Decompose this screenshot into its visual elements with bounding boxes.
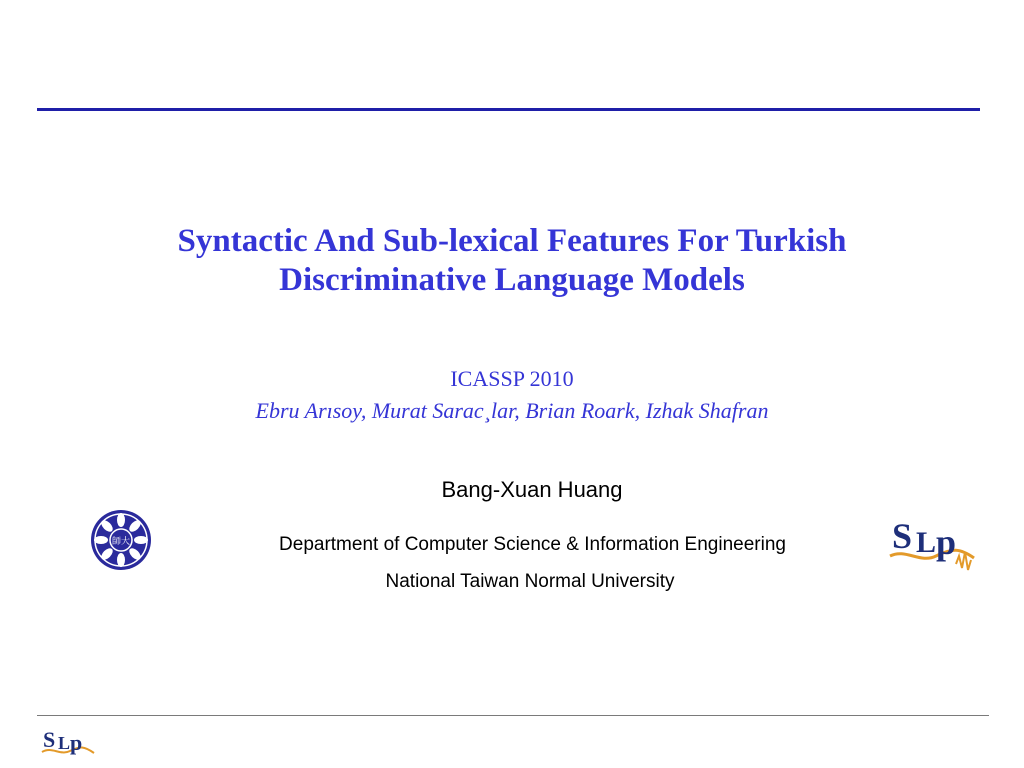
slide-title: [60, 222, 964, 300]
slp-lab-logo: [886, 508, 978, 574]
top-divider-line: [37, 108, 980, 111]
department-name: Department of Computer Science & Information Engineering: [279, 534, 786, 555]
svg-text:S: S: [43, 727, 56, 752]
svg-text:L: L: [58, 733, 71, 753]
title-line-1: Syntactic And Sub-lexical Features For Turkish: [177, 223, 847, 259]
university-seal-logo: [89, 508, 153, 572]
svg-text:p: p: [70, 730, 83, 755]
svg-text:p: p: [936, 522, 957, 562]
title-line-2: Discriminative Language Models: [279, 262, 745, 298]
paper-authors: Ebru Arısoy, Murat Sarac¸lar, Brian Roark, Izhak Shafran: [255, 398, 769, 423]
svg-text:L: L: [916, 526, 937, 559]
footer-slp-logo: [40, 722, 96, 762]
footer-divider-line: [37, 715, 989, 716]
seal-text: 師大: [111, 537, 131, 547]
svg-text:S: S: [892, 516, 913, 556]
presenter-name: Bang-Xuan Huang: [441, 477, 623, 502]
university-name: National Taiwan Normal University: [385, 571, 675, 592]
conference-venue: ICASSP 2010: [450, 366, 574, 391]
